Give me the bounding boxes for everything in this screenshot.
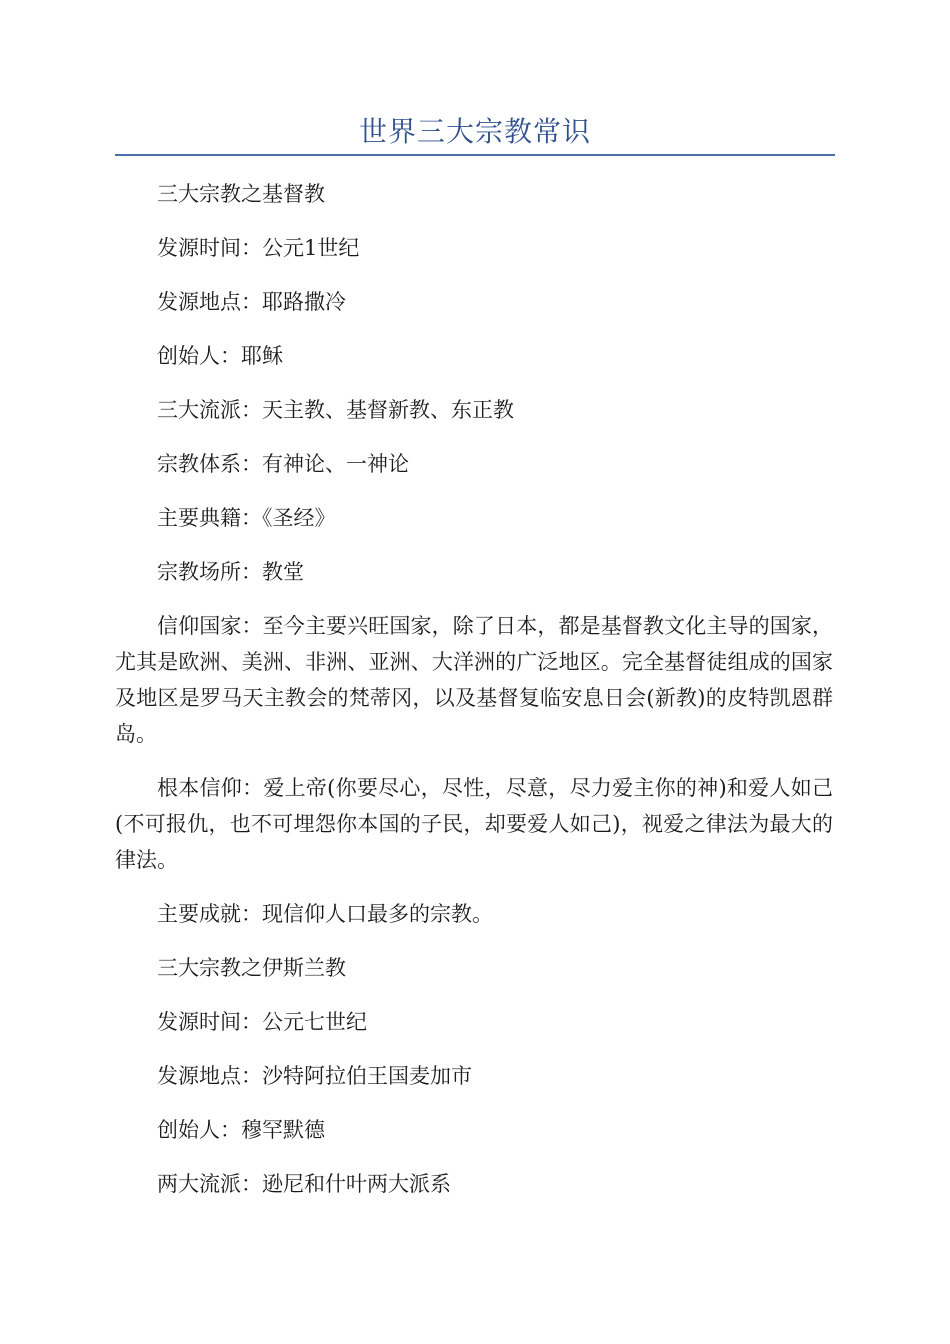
section-heading-islam: 三大宗教之伊斯兰教	[157, 956, 346, 980]
paragraph-founder: 创始人：耶稣	[157, 344, 283, 368]
paragraph-origin-time: 发源时间：公元1世纪	[157, 236, 360, 260]
paragraph-scripture: 主要典籍：《圣经》	[157, 506, 336, 530]
section-heading-christianity: 三大宗教之基督教	[157, 182, 325, 206]
paragraph-religious-system: 宗教体系：有神论、一神论	[157, 452, 409, 476]
paragraph-islam-founder: 创始人：穆罕默德	[157, 1118, 325, 1142]
paragraph-countries: 信仰国家：至今主要兴旺国家，除了日本，都是基督教文化主导的国家，尤其是欧洲、美洲、非洲、亚洲、大洋洲的广泛地区。完全基督徒组成的国家及地区是罗马天主教会的梵蒂冈，以及基督复临安息日会(新教)的皮特凯恩群岛。	[115, 614, 833, 746]
title-underline	[115, 154, 835, 156]
paragraph-core-belief: 根本信仰：爱上帝(你要尽心，尽性，尽意，尽力爱主你的神)和爱人如己(不可报仇，也不可埋怨你本国的子民，却要爱人如己)，视爱之律法为最大的律法。	[115, 776, 833, 872]
paragraph-achievement: 主要成就：现信仰人口最多的宗教。	[157, 902, 493, 926]
paragraph-origin-place: 发源地点：耶路撒冷	[157, 290, 346, 314]
paragraph-islam-origin-place: 发源地点：沙特阿拉伯王国麦加市	[157, 1064, 472, 1088]
paragraph-islam-origin-time: 发源时间：公元七世纪	[157, 1010, 367, 1034]
paragraph-islam-branches: 两大流派：逊尼和什叶两大派系	[157, 1172, 451, 1196]
document-body	[115, 176, 833, 1220]
document-title: 世界三大宗教常识	[358, 115, 591, 148]
paragraph-place-of-worship: 宗教场所：教堂	[157, 560, 304, 584]
paragraph-branches: 三大流派：天主教、基督新教、东正教	[157, 398, 514, 422]
